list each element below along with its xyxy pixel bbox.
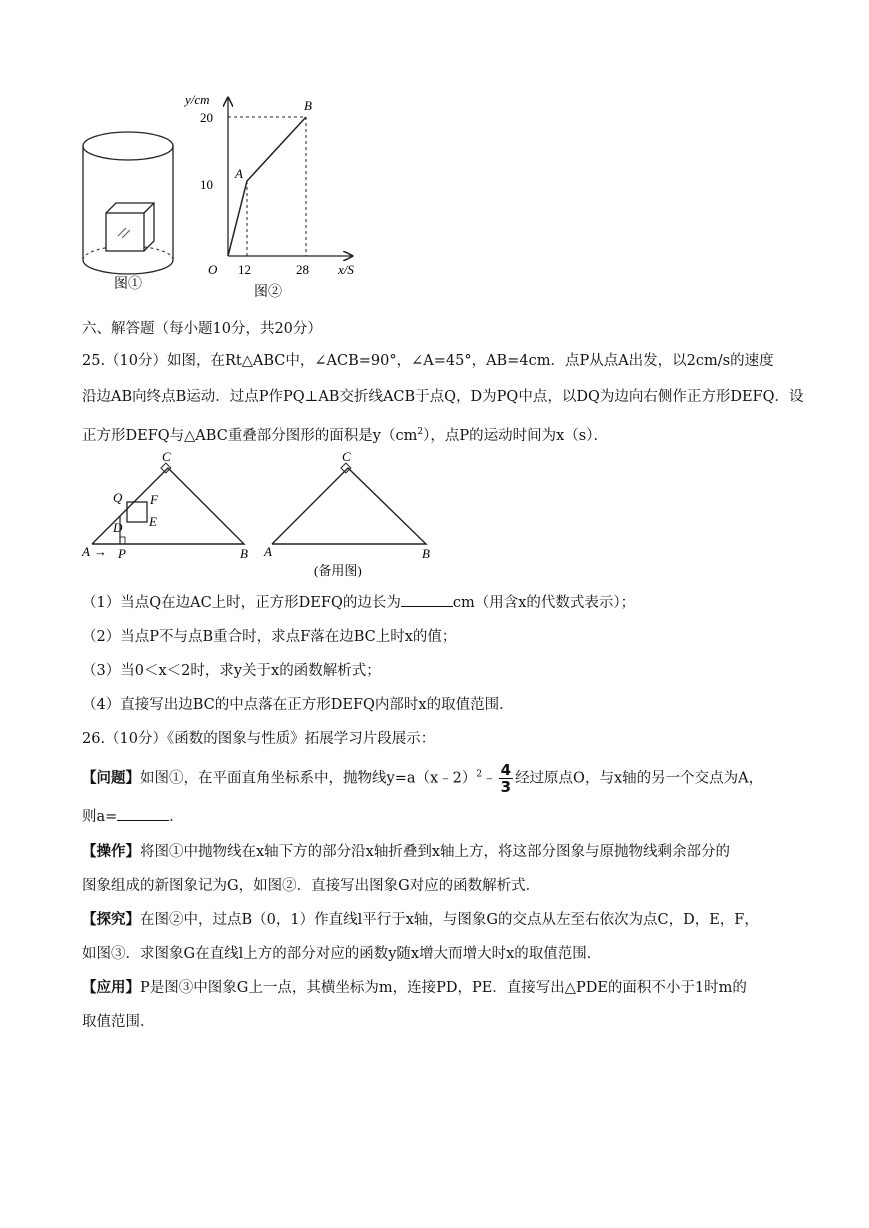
label-d: D — [113, 520, 123, 535]
q26-problem — [82, 762, 792, 795]
q26-problem-a: 如图①，在平面直角坐标系中，抛物线y=a（x﹣2） — [140, 770, 477, 787]
q26-frac-den: 3 — [500, 778, 512, 796]
q26-fraction — [499, 762, 513, 795]
q25-line3-sup: 2 — [417, 427, 424, 437]
q26-apply-line1 — [82, 978, 792, 998]
q25-spare-figure — [262, 444, 442, 584]
x-tick-28: 28 — [296, 262, 309, 277]
q25-line3-a: 正方形DEFQ与△ABC重叠部分图形的面积是y（cm — [82, 427, 418, 444]
q26-explore-a: 在图②中，过点B（0，1）作直线l平行于x轴，与图象G的交点从左至右依次为点C，D，E，F， — [140, 912, 759, 928]
point-b-label: B — [304, 98, 312, 113]
figure1-caption: 图① — [114, 277, 142, 292]
point-a-label: A — [235, 166, 243, 181]
q25-sub3: （3）当0＜x＜2时，求y关于x的函数解析式； — [82, 663, 381, 679]
spare-label-a: A — [264, 544, 272, 559]
x-axis-label: x/S — [338, 262, 354, 277]
y-tick-20: 20 — [200, 110, 213, 125]
q25-sub1 — [82, 592, 792, 613]
spare-caption: (备用图) — [314, 563, 362, 578]
q25-line3 — [82, 422, 792, 446]
q26-apply-line2: 取值范围． — [82, 1014, 155, 1030]
q25-sub1-b: cm（用含x的代数式表示）； — [452, 595, 636, 611]
section-header: 六、解答题（每小题10分，共20分） — [82, 321, 322, 337]
q26-explore-line2: 如图③．求图象G在直线l上方的部分对应的函数y随x增大而增大时x的取值范围． — [82, 946, 602, 962]
q26-problem-b: 经过原点O，与x轴的另一个交点为A， — [515, 770, 764, 787]
cube-icon — [106, 203, 154, 251]
q26-operate-line1 — [82, 842, 792, 862]
spare-label-b: B — [422, 546, 430, 561]
spare-label-c: C — [342, 449, 351, 464]
q25-sub4: （4）直接写出边BC的中点落在正方形DEFQ内部时x的取值范围． — [82, 697, 514, 713]
q26-operate-tag: 【操作】 — [82, 843, 140, 860]
figure-cylinder — [78, 128, 178, 293]
graph-line — [228, 117, 306, 256]
cylinder-top — [83, 132, 173, 160]
spare-triangle — [272, 468, 426, 544]
q26-frac-num: 4 — [500, 761, 512, 779]
q25-figure — [80, 444, 260, 564]
q25-line3-b: ），点P的运动时间为x（s）． — [423, 427, 608, 444]
y-axis-label: y/cm — [185, 92, 210, 107]
q25-sub2: （2）当点P不与点B重合时，求点F落在边BC上时x的值； — [82, 629, 457, 645]
q26-operate-line2: 图象组成的新图象记为G，如图②．直接写出图象G对应的函数解析式． — [82, 878, 541, 894]
arrow-icon: → — [94, 544, 107, 559]
label-b: B — [240, 546, 248, 561]
q25-line2: 沿边AB向终点B运动．过点P作PQ⊥AB交折线ACB于点Q，D为PQ中点，以DQ为边向右侧作正方形DEFQ．设 — [82, 389, 804, 405]
q26-answer-blank[interactable] — [117, 806, 169, 821]
figure-graph — [180, 88, 380, 300]
y-tick-10: 10 — [200, 177, 213, 192]
q26-line1: 26.（10分）《函数的图象与性质》拓展学习片段展示： — [82, 731, 436, 747]
q26-problem-minus: ﹣ — [482, 770, 497, 787]
q25-sub1-a: （1）当点Q在边AC上时，正方形DEFQ的边长为 — [82, 595, 401, 611]
q26-apply-a: P是图③中图象G上一点，其横坐标为m，连接PD，PE．直接写出△PDE的面积不小于1时m的 — [140, 980, 747, 996]
q26-operate-a: 将图①中抛物线在x轴下方的部分沿x轴折叠到x轴上方，将这部分图象与原抛物线剩余部分的 — [140, 844, 731, 860]
figure2-caption: 图② — [254, 285, 282, 300]
q25-sub1-blank[interactable] — [401, 592, 453, 607]
label-e: E — [149, 514, 157, 529]
label-f: F — [150, 492, 158, 507]
x-tick-12: 12 — [238, 262, 251, 277]
q26-apply-tag: 【应用】 — [82, 979, 140, 996]
label-a: A — [82, 544, 90, 559]
q25-line1: 25.（10分）如图，在Rt△ABC中，∠ACB=90°，∠A=45°，AB=4cm．点P从点A出发，以2cm/s的速度 — [82, 353, 774, 369]
label-c: C — [162, 449, 171, 464]
q26-problem-tag: 【问题】 — [82, 769, 140, 787]
label-q: Q — [113, 490, 123, 505]
q26-explore-line1 — [82, 910, 792, 930]
label-p: P — [118, 546, 126, 561]
square-defq — [127, 502, 147, 522]
q26-problem-sup: 2 — [476, 769, 483, 780]
q26-problem-c: 则a= — [82, 809, 118, 825]
q26-problem-d: ． — [169, 809, 184, 825]
q26-problem-line2 — [82, 806, 792, 827]
q26-explore-tag: 【探究】 — [82, 911, 140, 928]
origin-label: O — [208, 262, 218, 277]
